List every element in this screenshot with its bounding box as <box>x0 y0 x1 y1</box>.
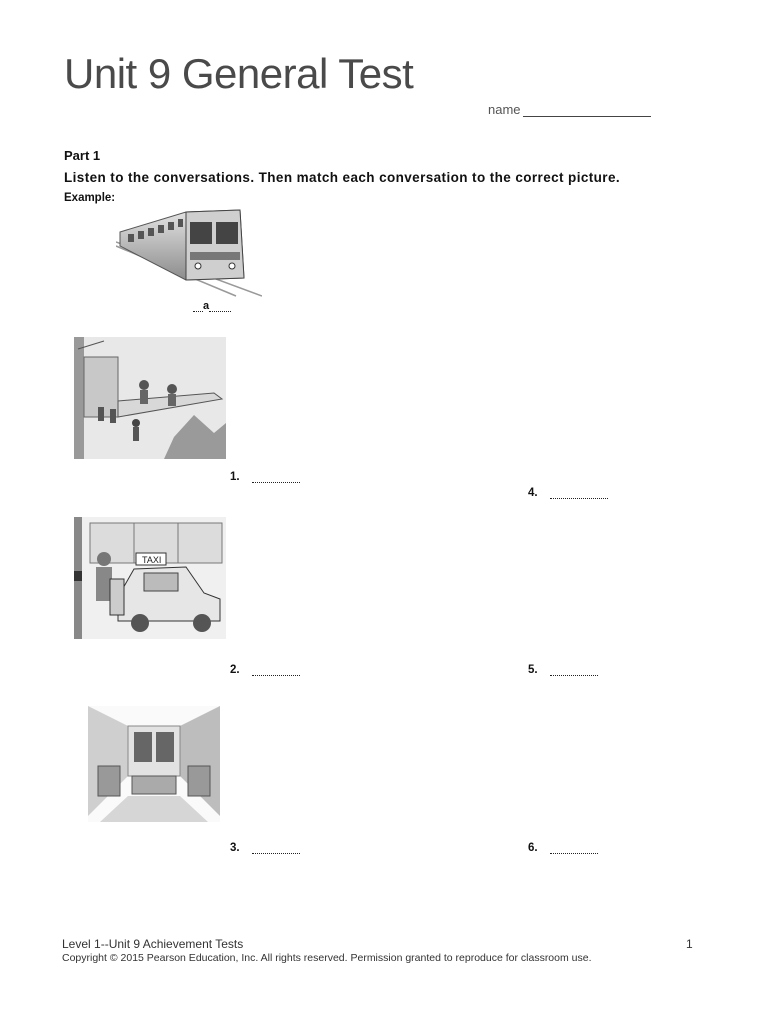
example-answer <box>193 300 231 312</box>
answer-blank[interactable] <box>550 665 598 676</box>
answer-1[interactable] <box>230 471 300 483</box>
page-number: 1 <box>686 937 693 951</box>
answer-number: 2. <box>230 664 240 676</box>
footer-copyright: Copyright © 2015 Pearson Education, Inc. All rights reserved. Permission granted to reproduce for classroom use. <box>62 952 592 964</box>
answer-6[interactable] <box>528 842 598 854</box>
answer-number: 3. <box>230 842 240 854</box>
example-label: Example: <box>64 192 116 204</box>
answer-5[interactable] <box>528 664 598 676</box>
page-title: Unit 9 General Test <box>64 50 414 97</box>
answer-number: 4. <box>528 487 538 499</box>
answer-2[interactable] <box>230 664 300 676</box>
answer-4[interactable] <box>528 487 608 499</box>
answer-blank[interactable] <box>252 665 300 676</box>
instructions: Listen to the conversations. Then match each conversation to the correct picture. <box>64 170 621 185</box>
answer-number: 5. <box>528 664 538 676</box>
name-line[interactable] <box>523 102 651 117</box>
answer-blank[interactable] <box>550 843 598 854</box>
answer-number: 1. <box>230 471 240 483</box>
answer-3[interactable] <box>230 842 300 854</box>
svg-text:TAXI: TAXI <box>142 555 162 565</box>
answer-blank[interactable] <box>550 488 608 499</box>
answer-blank[interactable] <box>252 843 300 854</box>
footer-level: Level 1--Unit 9 Achievement Tests <box>62 937 244 951</box>
name-label: name <box>488 102 521 117</box>
taxi-icon <box>74 517 226 639</box>
answer-blank[interactable] <box>252 472 300 483</box>
part-heading: Part 1 <box>64 148 101 163</box>
train-interior-icon <box>88 706 220 822</box>
train-icon <box>116 208 262 298</box>
airport-icon <box>74 337 226 459</box>
answer-number: 6. <box>528 842 538 854</box>
example-answer-letter: a <box>203 300 210 312</box>
name-field[interactable] <box>488 102 651 117</box>
